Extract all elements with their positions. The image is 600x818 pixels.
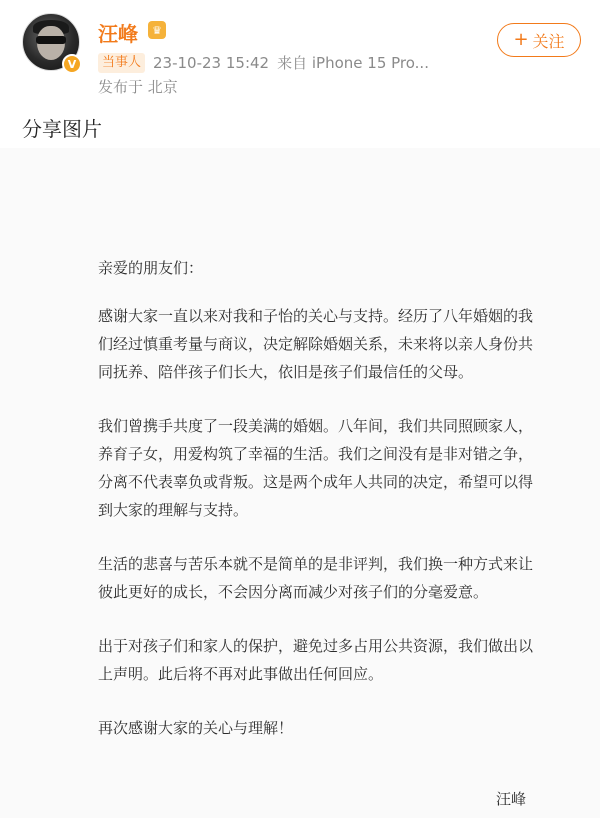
letter-signature: 汪峰 (496, 790, 527, 808)
letter-paragraph: 出于对孩子们和家人的保护，避免过多占用公共资源，我们做出以上声明。此后将不再对此事做出任何回应。 (98, 637, 534, 683)
letter-greeting: 亲爱的朋友们： (98, 259, 204, 277)
post-timestamp: 23-10-23 15:42 (153, 53, 270, 72)
letter-paragraph: 感谢大家一直以来对我和子怡的关心与支持。经历了八年婚姻的我们经过慎重考量与商议，决定解除婚姻关系，未来将以亲人身份共同抚养、陪伴孩子们长大，依旧是孩子们最信任的父母。 (98, 307, 534, 381)
post-header (0, 0, 600, 100)
letter-paragraph: 我们曾携手共度了一段美满的婚姻。八年间，我们共同照顾家人，养育子女，用爱构筑了幸福的生活。我们之间没有是非对错之争，分离不代表辜负或背叛。这是两个成年人共同的决定，希望可以得到大家的理解与支持。 (98, 417, 534, 519)
letter-body (98, 254, 538, 768)
post-source: 来自 iPhone 15 Pro... (277, 54, 429, 72)
crown-badge-icon: ♛ (148, 21, 166, 39)
follow-label: 关注 (532, 31, 565, 51)
verified-icon: V (62, 54, 82, 74)
post-location: 发布于 北京 (98, 78, 178, 96)
party-tag: 当事人 (98, 53, 145, 73)
shared-image[interactable] (0, 148, 600, 818)
plus-icon: + (513, 29, 529, 50)
post-text: 分享图片 (22, 117, 102, 141)
post-meta (98, 52, 429, 73)
follow-button[interactable] (497, 23, 581, 57)
letter-paragraph: 生活的悲喜与苦乐本就不是简单的是非评判，我们换一种方式来让彼此更好的成长，不会因分离而减少对孩子们的分毫爱意。 (98, 555, 534, 601)
avatar-glasses (36, 36, 66, 44)
username[interactable]: 汪峰 (98, 22, 138, 46)
letter-paragraph: 再次感谢大家的关心与理解！ (98, 719, 294, 737)
